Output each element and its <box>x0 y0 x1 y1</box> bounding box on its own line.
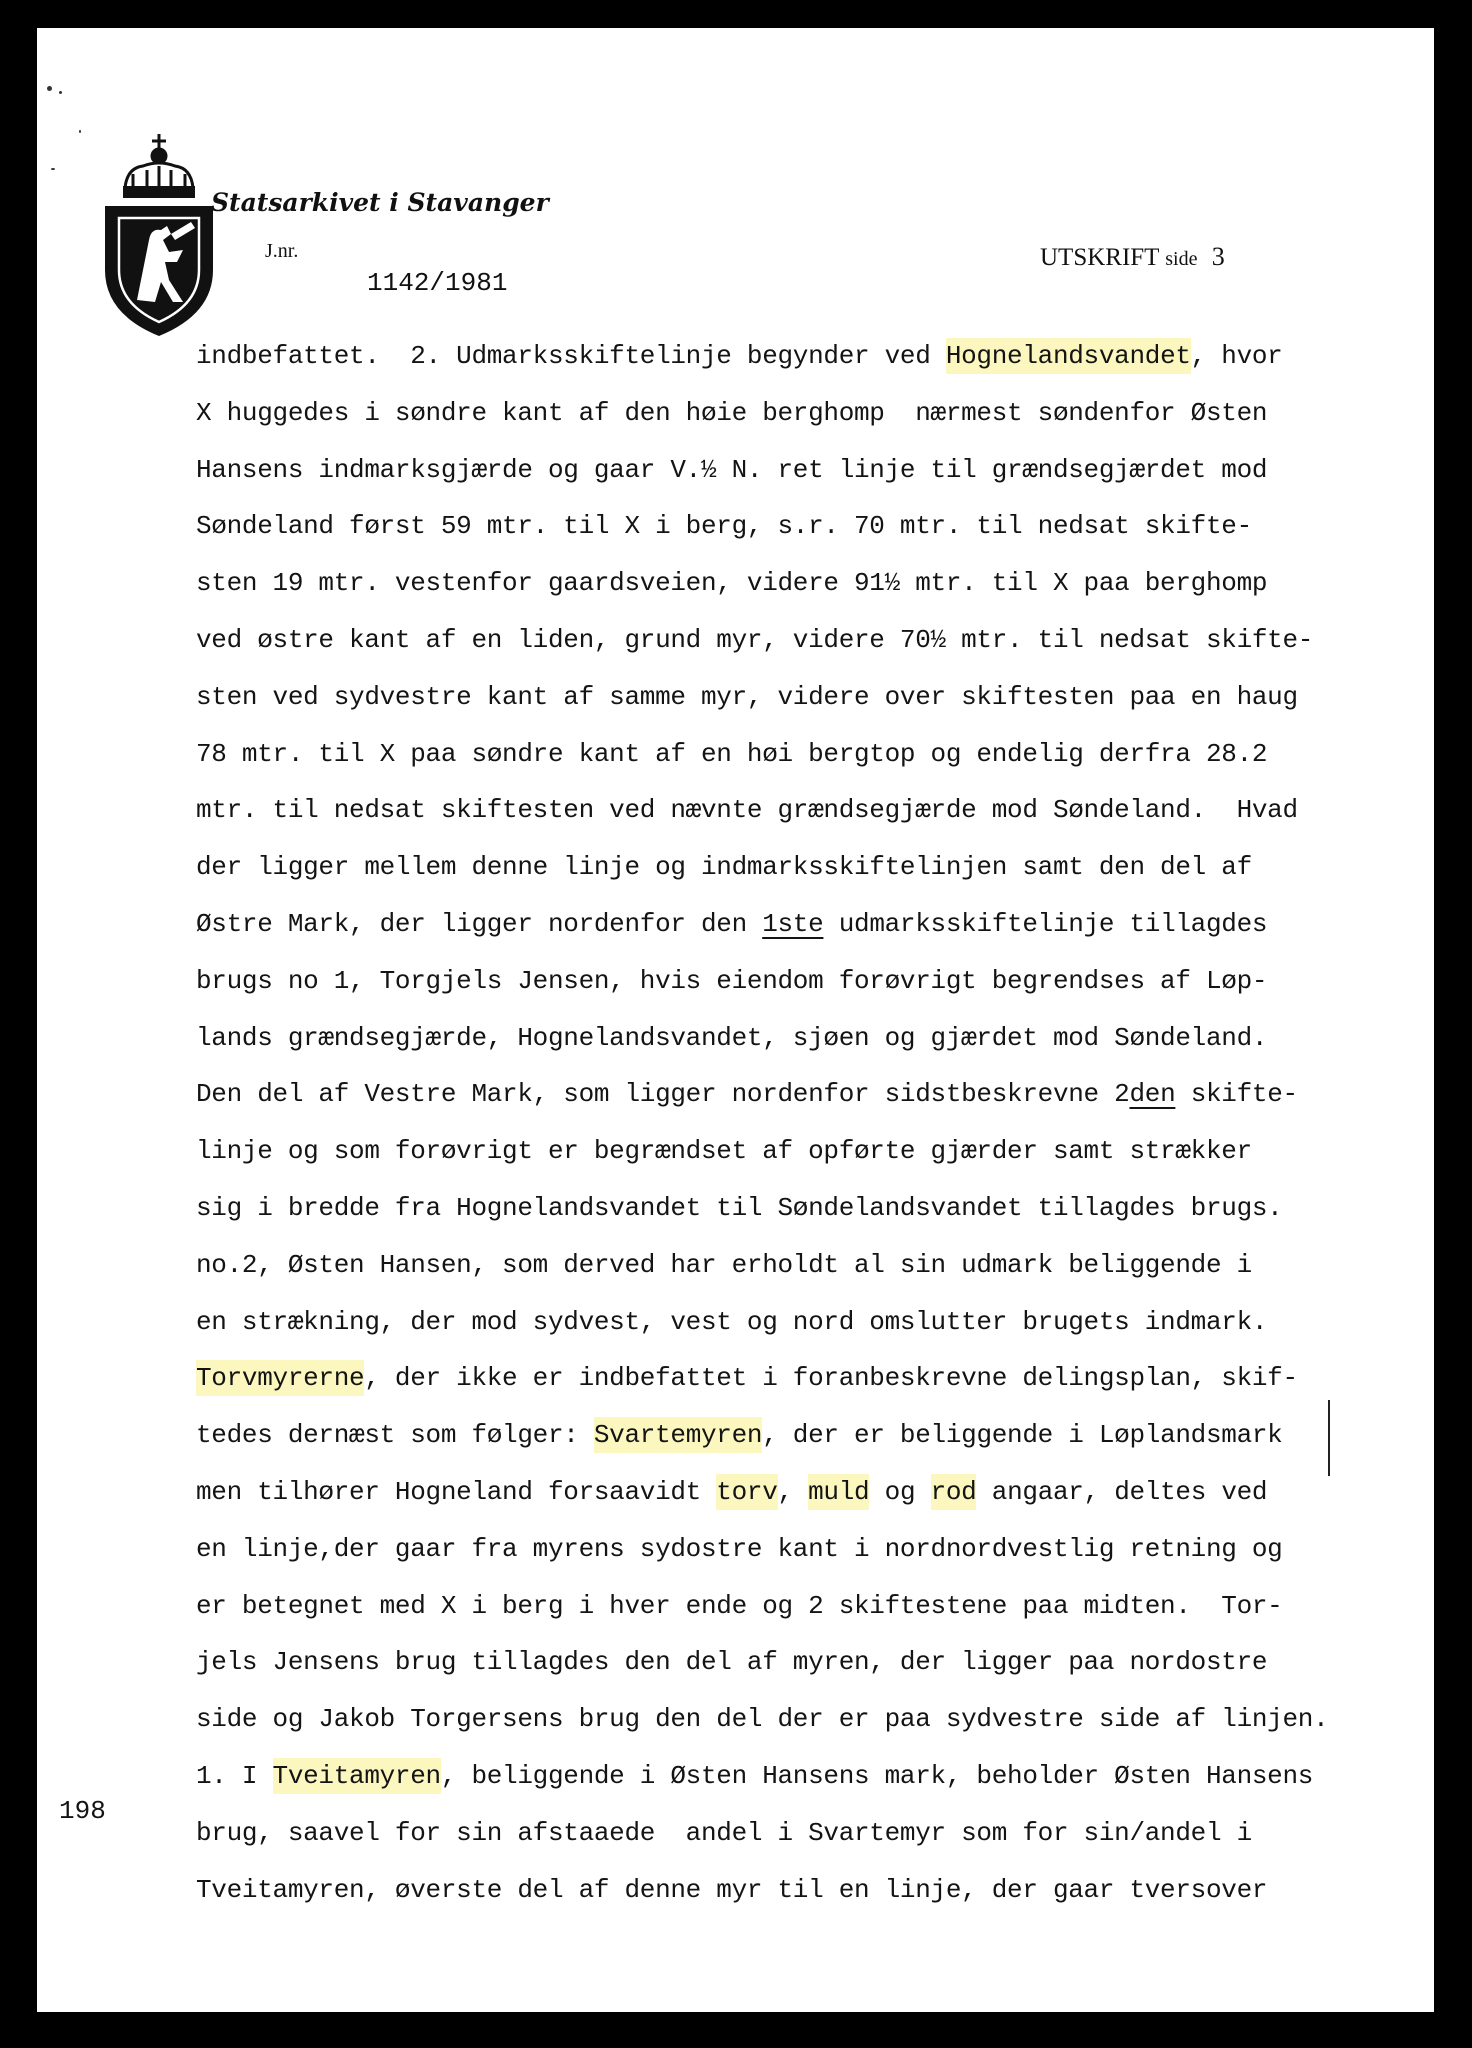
text-line <box>196 385 1434 442</box>
text-line <box>196 498 1434 555</box>
text-segment: indbefattet. 2. Udmarksskiftelinje begynder ved <box>196 341 946 371</box>
text-segment: sig i bredde fra Hognelandsvandet til Søndelandsvandet tillagdes brugs. <box>196 1192 1283 1223</box>
underlined-word: 1ste <box>762 908 824 939</box>
text-line <box>196 1180 1434 1237</box>
text-segment: udmarksskiftelinje tillagdes <box>823 908 1268 939</box>
transcript-label: UTSKRIFT <box>1040 244 1160 271</box>
text-line <box>196 612 1434 669</box>
text-line <box>196 953 1434 1010</box>
highlighted-word: Tveitamyren <box>273 1758 441 1794</box>
norwegian-coat-of-arms-icon <box>97 130 229 340</box>
text-segment: 1. I <box>196 1760 273 1791</box>
text-segment: side og Jakob Torgersens brug den del der er paa sydvestre side af linjen. <box>196 1704 1329 1735</box>
speck <box>47 86 52 91</box>
text-segment: jels Jensens brug tillagdes den del af myren, der ligger paa nordostre <box>196 1647 1268 1678</box>
text-line <box>196 1010 1434 1067</box>
text-segment: X huggedes i søndre kant af den høie berghomp nærmest søndenfor Østen <box>196 397 1268 428</box>
text-line <box>196 1237 1434 1294</box>
text-segment: sten ved sydvestre kant af samme myr, videre over skiftesten paa en haug <box>196 681 1298 712</box>
side-label: side <box>1165 248 1198 270</box>
text-segment: Hansens indmarksgjærde og gaar V.½ N. ret linje til grændsegjærdet mod <box>196 454 1268 485</box>
text-segment: er betegnet med X i berg i hver ende og 2 skiftestene paa midten. Tor- <box>196 1590 1283 1621</box>
text-line <box>196 1748 1434 1805</box>
text-segment: no.2, Østen Hansen, som derved har erholdt al sin udmark beliggende i <box>196 1249 1252 1280</box>
jnr-value: 1142/1981 <box>367 268 508 298</box>
text-segment: , beliggende i Østen Hansens mark, beholder Østen Hansens <box>440 1760 1314 1791</box>
underlined-word: den <box>1129 1079 1176 1110</box>
highlighted-word: Hognelandsvandet <box>946 338 1191 374</box>
text-segment: , der ikke er indbefattet i foranbeskrevne delingsplan, skif- <box>364 1363 1298 1394</box>
document-page <box>37 28 1434 2012</box>
text-segment: der ligger mellem denne linje og indmarksskiftelinjen samt den del af <box>196 852 1252 883</box>
text-segment: Den del af Vestre Mark, som ligger nordenfor sidstbeskrevne 2 <box>196 1079 1130 1110</box>
page-number: 3 <box>1211 242 1225 271</box>
jnr-label: J.nr. <box>265 240 299 262</box>
text-segment: skifte- <box>1175 1079 1298 1110</box>
text-line <box>196 1862 1434 1919</box>
text-segment: ved østre kant af en liden, grund myr, videre 70½ mtr. til nedsat skifte- <box>196 624 1314 655</box>
text-segment: 78 mtr. til X paa søndre kant af en høi bergtop og endelig derfra 28.2 <box>196 738 1268 769</box>
highlighted-word: Svartemyren <box>594 1417 762 1453</box>
text-line <box>196 1691 1434 1748</box>
text-segment: en linje,der gaar fra myrens sydostre kant i nordnordvestlig retning og <box>196 1533 1283 1564</box>
text-line <box>196 1634 1434 1691</box>
text-segment: tedes dernæst som følger: <box>196 1420 594 1451</box>
text-segment: angaar, deltes ved <box>976 1476 1268 1507</box>
archive-name: Statsarkivet i Stavanger <box>211 188 549 217</box>
text-line <box>196 839 1434 896</box>
text-line <box>196 669 1434 726</box>
text-segment: lands grændsegjærde, Hognelandsvandet, sjøen og gjærdet mod Søndeland. <box>196 1022 1268 1053</box>
transcript-page-header <box>1040 242 1225 272</box>
text-line <box>196 1464 1434 1521</box>
text-line <box>196 1066 1434 1123</box>
text-line <box>196 1123 1434 1180</box>
text-line <box>196 896 1434 953</box>
text-segment: mtr. til nedsat skiftesten ved nævnte grændsegjærde mod Søndeland. Hvad <box>196 795 1298 826</box>
text-line <box>196 1350 1434 1407</box>
text-line <box>196 782 1434 839</box>
highlighted-word: torv <box>716 1474 777 1510</box>
text-line <box>196 1521 1434 1578</box>
text-segment: , der er beliggende i Løplandsmark <box>762 1420 1283 1451</box>
text-segment: en strækning, der mod sydvest, vest og nord omslutter brugets indmark. <box>196 1306 1268 1337</box>
text-line <box>196 442 1434 499</box>
text-segment: , <box>777 1476 809 1507</box>
speck <box>51 168 55 170</box>
highlighted-word: Torvmyrerne <box>196 1360 364 1396</box>
text-line <box>196 1578 1434 1635</box>
text-segment: brugs no 1, Torgjels Jensen, hvis eiendom forøvrigt begrendses af Løp- <box>196 965 1268 996</box>
text-segment: Østre Mark, der ligger nordenfor den <box>196 908 763 939</box>
text-segment: , hvor <box>1190 341 1283 371</box>
text-segment: Søndeland først 59 mtr. til X i berg, s.r. 70 mtr. til nedsat skifte- <box>196 511 1252 542</box>
text-segment: men tilhører Hogneland forsaavidt <box>196 1476 717 1507</box>
highlighted-word: rod <box>931 1474 977 1510</box>
vertical-mark <box>1328 1400 1330 1476</box>
document-body <box>196 328 1434 1918</box>
text-segment: sten 19 mtr. vestenfor gaardsveien, videre 91½ mtr. til X paa berghomp <box>196 568 1268 599</box>
speck <box>79 130 81 133</box>
margin-note: 198 <box>59 1796 106 1826</box>
highlighted-word: muld <box>808 1474 869 1510</box>
text-line <box>196 1294 1434 1351</box>
text-line <box>196 1407 1434 1464</box>
text-segment: brug, saavel for sin afstaaede andel i Svartemyr som for sin/andel i <box>196 1817 1252 1848</box>
text-line <box>196 726 1434 783</box>
text-line <box>196 328 1434 385</box>
text-segment: og <box>869 1476 931 1507</box>
text-line <box>196 555 1434 612</box>
text-segment: linje og som forøvrigt er begrændset af opførte gjærder samt strækker <box>196 1136 1252 1167</box>
speck <box>59 91 62 94</box>
text-segment: Tveitamyren, øverste del af denne myr til en linje, der gaar tversover <box>196 1874 1268 1905</box>
text-line <box>196 1805 1434 1862</box>
